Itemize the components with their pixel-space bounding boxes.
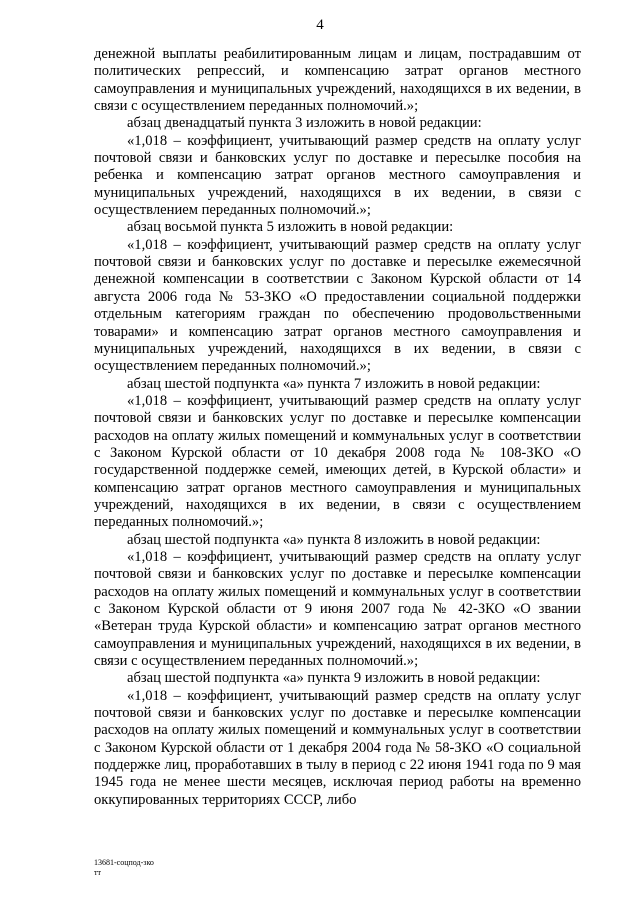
paragraph: «1,018 – коэффициент, учитывающий размер средств на оплату услуг почтовой связи и банковских услуг по доставке и пересылке компенсации расходов на оплату жилых помещений и коммунальных услуг в соответствии с Законом Курской области от 1 декабря 2004 года № 58-ЗКО «О социальной поддержке лиц, проработавших в тылу в период с 22 июня 1941 года по 9 мая 1945 года не менее шести месяцев, исключая период работы на временно оккупированных территориях СССР, либо: [94, 687, 581, 808]
paragraph: абзац шестой подпункта «а» пункта 8 изложить в новой редакции:: [127, 531, 541, 548]
footer-initials: тт: [94, 868, 101, 877]
paragraph: «1,018 – коэффициент, учитывающий размер средств на оплату услуг почтовой связи и банковских услуг по доставке и пересылке компенсации расходов на оплату жилых помещений и коммунальных услуг в соответствии с Законом Курской области от 9 июня 2007 года № 42-ЗКО «О звании «Ветеран труда Курской области» и компенсацию затрат органов местного самоуправления и муниципальных учреждений, находящихся в их ведении, в связи с осуществлением переданных полномочий.»;: [94, 548, 581, 670]
page-number: 4: [316, 17, 324, 33]
paragraph: абзац восьмой пункта 5 изложить в новой редакции:: [127, 219, 454, 236]
paragraph: «1,018 – коэффициент, учитывающий размер средств на оплату услуг почтовой связи и банковских услуг по доставке и пересылке компенсации расходов на оплату жилых помещений и коммунальных услуг в соответствии с Законом Курской области от 10 декабря 2008 года № 108-ЗКО «О государственной поддержке семей, имеющих детей, в Курской области» и компенсацию затрат органов местного самоуправления и муниципальных учреждений, находящихся в их ведении, в связи с осуществлением переданных полномочий.»;: [94, 392, 581, 531]
paragraph: денежной выплаты реабилитированным лицам и лицам, пострадавшим от политических репрессий, и компенсацию затрат органов местного самоуправления и муниципальных учреждений, находящихся в их ведении, в связи с осуществлением переданных полномочий.»;: [94, 46, 581, 115]
paragraph: «1,018 – коэффициент, учитывающий размер средств на оплату услуг почтовой связи и банковских услуг по доставке и пересылке ежемесячной денежной компенсации в соответствии с Законом Курской области от 14 августа 2006 года № 53-ЗКО «О предоставлении социальной поддержки отдельным категориям граждан по обеспечению продовольственными товарами» и компенсацию затрат органов местного самоуправления и муниципальных учреждений, находящихся в их ведении, в связи с осуществлением переданных полномочий.»;: [94, 236, 581, 375]
document-body: [94, 46, 581, 809]
paragraph: «1,018 – коэффициент, учитывающий размер средств на оплату услуг почтовой связи и банковских услуг по доставке и пересылке пособия на ребенка и компенсацию затрат органов местного самоуправления и муниципальных учреждений, находящихся в их ведении, в связи с осуществлением переданных полномочий.»;: [94, 132, 581, 219]
paragraph: абзац шестой подпункта «а» пункта 9 изложить в новой редакции:: [127, 670, 541, 687]
paragraph: абзац шестой подпункта «а» пункта 7 изложить в новой редакции:: [127, 375, 541, 392]
footer-reference: [94, 858, 154, 878]
paragraph: абзац двенадцатый пункта 3 изложить в новой редакции:: [127, 115, 482, 132]
footer-code: 13681-соцпод-зко: [94, 858, 154, 867]
